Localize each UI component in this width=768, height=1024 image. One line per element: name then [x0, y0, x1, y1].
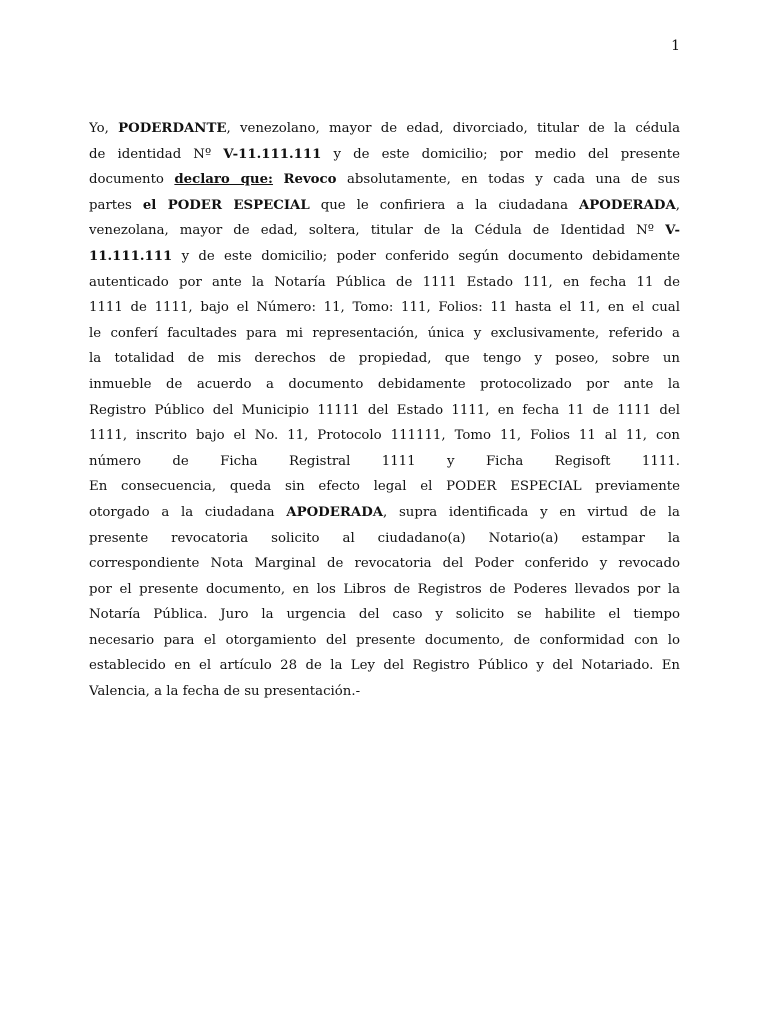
text-segment: presente revocatoria solicito al ciudadano(a) Notario(a) estampar la — [89, 530, 680, 546]
text-segment: En consecuencia, queda sin efecto legal el PODER ESPECIAL previamente — [89, 479, 680, 495]
paragraph-line — [89, 218, 680, 244]
text-segment: número de Ficha Registral 1111 y Ficha Regisoft 1111. — [89, 453, 680, 469]
text-segment: , — [675, 197, 680, 213]
text-segment: por el presente documento, en los Libros de Registros de Poderes llevados por la — [89, 581, 680, 597]
bold-text-segment: PODERDANTE — [118, 121, 227, 136]
bold-text-segment: declaro que: — [174, 172, 273, 188]
paragraph-line — [89, 321, 680, 347]
paragraph-line — [89, 116, 680, 142]
bold-text-segment: 11.111.111 — [89, 248, 173, 264]
text-segment: autenticado por ante la Notaría Pública de 1111 Estado 111, en fecha 11 de — [89, 274, 680, 290]
paragraph-line — [89, 679, 680, 705]
text-segment: venezolana, mayor de edad, soltera, titular de la Cédula de Identidad Nº — [89, 223, 666, 239]
text-segment: y de este domicilio; poder conferido según documento debidamente — [172, 248, 680, 264]
text-segment: 1111, inscrito bajo el No. 11, Protocolo 111111, Tomo 11, Folios 11 al 11, con — [89, 428, 680, 444]
bold-text-segment: V- — [665, 223, 680, 239]
text-segment: otorgado a la ciudadana — [89, 504, 287, 520]
text-segment: necesario para el otorgamiento del presente documento, de conformidad con lo — [89, 632, 680, 648]
text-segment: Registro Público del Municipio 11111 del Estado 1111, en fecha 11 de 1111 del — [89, 402, 680, 418]
page-number: 1 — [671, 38, 680, 54]
paragraph-line — [89, 167, 680, 193]
text-segment: documento — [89, 172, 175, 188]
paragraph-line — [89, 398, 680, 424]
paragraph-line — [89, 526, 680, 552]
text-segment: de identidad Nº — [89, 146, 224, 162]
text-segment: , venezolano, mayor de edad, divorciado, titular de la cédula — [226, 121, 680, 136]
paragraph-line — [89, 270, 680, 296]
paragraph-line — [89, 142, 680, 168]
paragraph-line — [89, 602, 680, 628]
bold-text-segment: Revoco — [283, 172, 337, 188]
text-segment: correspondiente Nota Marginal de revocatoria del Poder conferido y revocado — [89, 556, 680, 572]
bold-text-segment: V-11.111.111 — [223, 146, 322, 162]
text-segment: Valencia, a la fecha de su presentación.- — [89, 684, 361, 700]
paragraph-line — [89, 474, 680, 500]
paragraph-line — [89, 295, 680, 321]
bold-text-segment: APODERADA — [578, 197, 676, 213]
text-segment: que le confiriera a la ciudadana — [309, 197, 579, 213]
paragraph-line — [89, 346, 680, 372]
bold-text-segment: APODERADA — [286, 504, 384, 520]
text-segment: absolutamente, en todas y cada una de sus — [336, 172, 680, 188]
paragraph-line — [89, 628, 680, 654]
paragraph-line — [89, 500, 680, 526]
text-segment: la totalidad de mis derechos de propiedad, que tengo y poseo, sobre un — [89, 351, 680, 367]
text-segment: 1111 de 1111, bajo el Número: 11, Tomo: 111, Folios: 11 hasta el 11, en el cual — [89, 300, 680, 316]
text-segment: Notaría Pública. Juro la urgencia del caso y solicito se habilite el tiempo — [89, 607, 680, 623]
document-body — [89, 116, 680, 705]
text-segment: y de este domicilio; por medio del presente — [321, 146, 680, 162]
text-segment: Yo, — [89, 121, 119, 136]
bold-text-segment: el PODER ESPECIAL — [142, 197, 310, 213]
paragraph-line — [89, 193, 680, 219]
paragraph-line — [89, 423, 680, 449]
text-segment: le conferí facultades para mi representación, única y exclusivamente, referido a — [89, 325, 680, 341]
paragraph-line — [89, 372, 680, 398]
paragraph-line — [89, 577, 680, 603]
paragraph-line — [89, 653, 680, 679]
paragraph-line — [89, 244, 680, 270]
text-segment: inmueble de acuerdo a documento debidamente protocolizado por ante la — [89, 376, 680, 392]
text-segment: partes — [89, 197, 143, 213]
paragraph-line — [89, 449, 680, 475]
text-segment: , supra identificada y en virtud de la — [383, 504, 680, 520]
text-segment: establecido en el artículo 28 de la Ley del Registro Público y del Notariado. En — [89, 658, 680, 674]
text-segment — [273, 172, 283, 187]
paragraph-line — [89, 551, 680, 577]
